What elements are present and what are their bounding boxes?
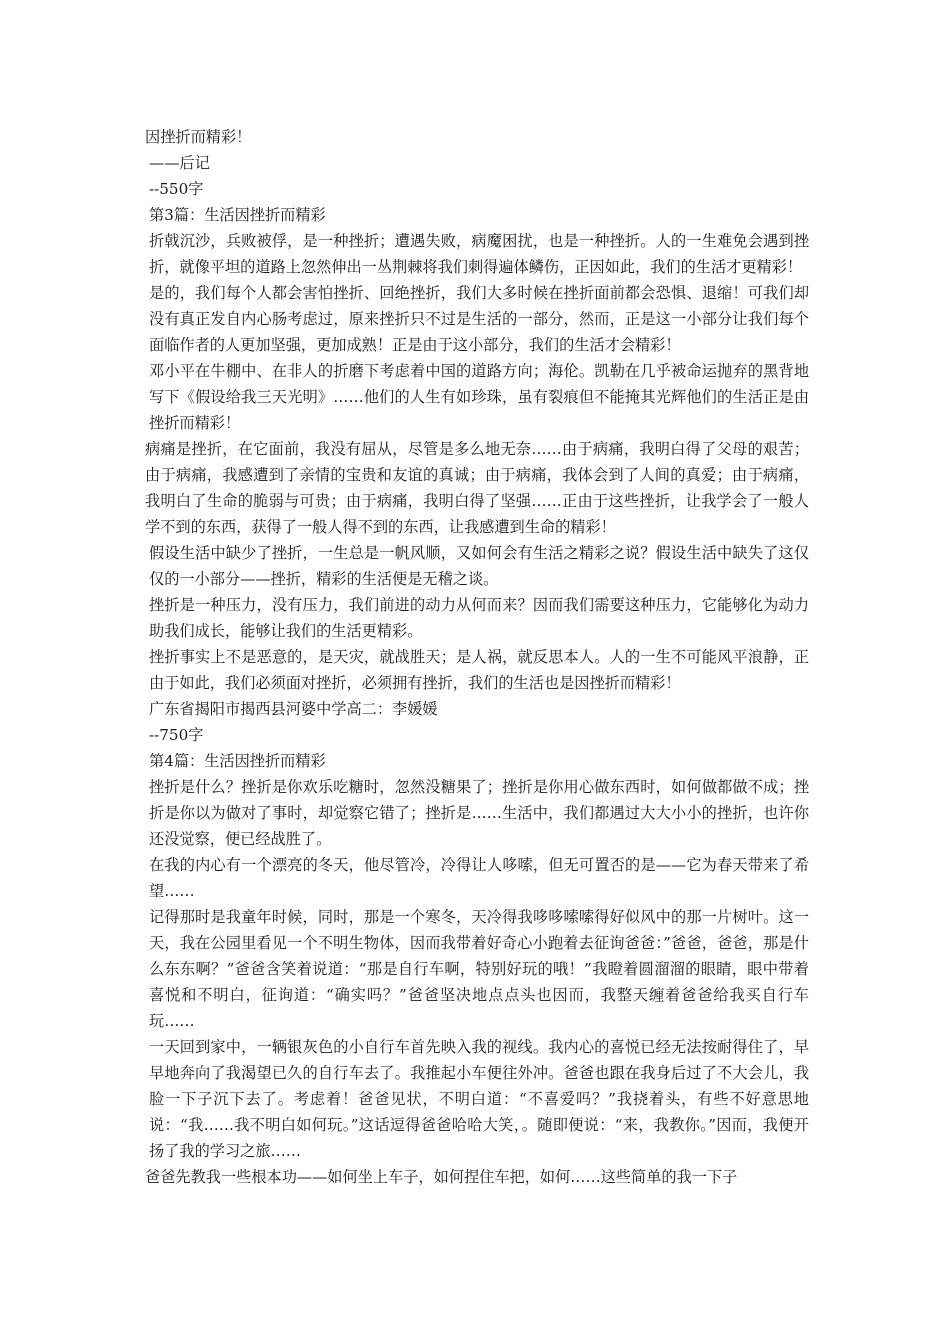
paragraph-heading-4: 第4篇：生活因挫折而精彩 <box>149 752 326 770</box>
paragraph-word-count: --550字 <box>149 180 204 198</box>
paragraph-title: 因挫折而精彩！ <box>145 128 252 146</box>
paragraph-body: 是的，我们每个人都会害怕挫折、回绝挫折，我们大多时候在挫折面前都会恐惧、退缩！可我们却没有真正发自内心肠考虑过，原来挫折只不过是生活的一部分，然而，正是这一小部分让我们每个面临作者的人更加坚强，更加成熟！正是由于这小部分，我们的生活才会精彩！ <box>149 284 809 354</box>
paragraph-body: 一天回到家中，一辆银灰色的小自行车首先映入我的视线。我内心的喜悦已经无法按耐得住了，早早地奔向了我渴望已久的自行车去了。我推起小车便往外冲。爸爸也跟在我身后过了不大会儿，我脸一下子沉下去了。考虑着！爸爸见状，不明白道：“不喜爱吗？”我挠着头，有些不好意思地说：“我……我不明白如何玩。”这话逗得爸爸哈哈大笑，。随即便说：“来，我教你。”因而，我便开扬了我的学习之旅…… <box>149 1038 809 1160</box>
paragraph-body: 爸爸先教我一些根本功——如何坐上车子，如何捏住车把，如何……这些简单的我一下子 <box>145 1168 738 1186</box>
document-page <box>145 124 809 1190</box>
paragraph-body: 假设生活中缺少了挫折，一生总是一帆风顺，又如何会有生活之精彩之说？假设生活中缺失了这仅仅的一小部分——挫折，精彩的生活便是无稽之谈。 <box>149 544 809 588</box>
paragraph-body: 邓小平在牛棚中、在非人的折磨下考虑着中国的道路方向；海伦。凯勒在几乎被命运抛弃的黑背地写下《假设给我三天光明》……他们的人生有如珍珠，虽有裂痕但不能掩其光辉他们的生活正是由挫折而精彩！ <box>149 362 809 432</box>
paragraph-body: 折戟沉沙，兵败被俘，是一种挫折；遭遇失败，病魔困扰，也是一种挫折。人的一生难免会遇到挫折，就像平坦的道路上忽然伸出一丛荆棘将我们刺得遍体鳞伤，正因如此，我们的生活才更精彩！ <box>149 232 809 276</box>
paragraph-heading-3: 第3篇：生活因挫折而精彩 <box>149 206 326 224</box>
paragraph-postscript: ——后记 <box>149 154 210 172</box>
paragraph-body: 挫折是一种压力，没有压力，我们前进的动力从何而来？因而我们需要这种压力，它能够化为动力助我们成长，能够让我们的生活更精彩。 <box>149 596 809 640</box>
paragraph-body: 记得那时是我童年时候，同时，那是一个寒冬，天冷得我哆哆嗦嗦得好似风中的那一片树叶。这一天，我在公园里看见一个不明生物体，因而我带着好奇心小跑着去征询爸爸：”爸爸，爸爸，那是什么东东啊？”爸爸含笑着说道：“那是自行车啊，特别好玩的哦！”我瞪着圆溜溜的眼睛，眼中带着喜悦和不明白，征询道：“确实吗？”爸爸坚决地点点头也因而，我整天缠着爸爸给我买自行车玩…… <box>149 908 809 1030</box>
paragraph-body: 挫折事实上不是恶意的，是天灾，就战胜天；是人祸，就反思本人。人的一生不可能风平浪静，正由于如此，我们必须面对挫折，必须拥有挫折，我们的生活也是因挫折而精彩！ <box>149 648 809 692</box>
paragraph-body: 在我的内心有一个漂亮的冬天，他尽管冷，冷得让人哆嗦，但无可置否的是——它为春天带来了希望…… <box>149 856 809 900</box>
paragraph-body: 挫折是什么？挫折是你欢乐吃糖时，忽然没糖果了；挫折是你用心做东西时，如何做都做不成；挫折是你以为做对了事时，却觉察它错了；挫折是……生活中，我们都遇过大大小小的挫折，也许你还没觉察，便已经战胜了。 <box>149 778 809 848</box>
paragraph-author: 广东省揭阳市揭西县河婆中学高二：李媛媛 <box>149 700 438 718</box>
paragraph-body: 病痛是挫折，在它面前，我没有屈从，尽管是多么地无奈……由于病痛，我明白得了父母的艰苦；由于病痛，我感遭到了亲情的宝贵和友谊的真诚；由于病痛，我体会到了人间的真爱；由于病痛，我明白了生命的脆弱与可贵；由于病痛，我明白得了坚强……正由于这些挫折，让我学会了一般人学不到的东西，获得了一般人得不到的东西，让我感遭到生命的精彩！ <box>145 440 809 536</box>
paragraph-word-count: --750字 <box>149 726 204 744</box>
